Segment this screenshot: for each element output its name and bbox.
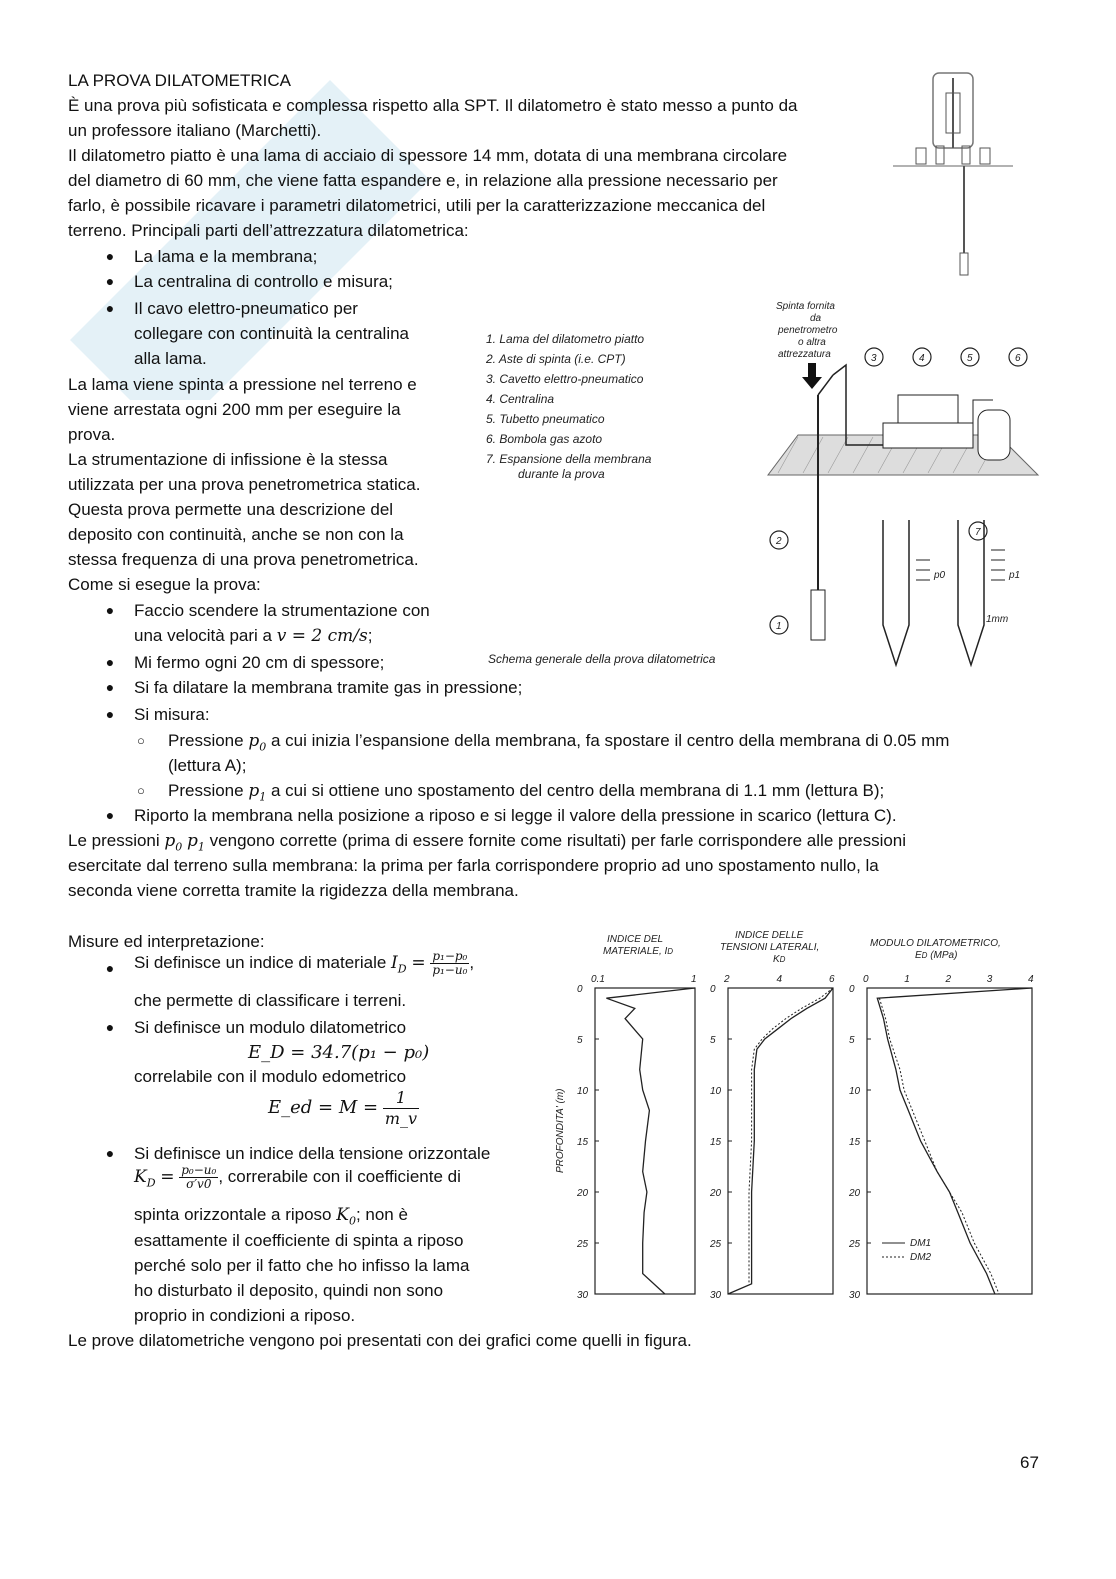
- bullet-dot: ●: [105, 602, 115, 618]
- interp-3-line-4: esattamente il coefficiente di spinta a riposo: [134, 1231, 464, 1250]
- interp-3: Si definisce un indice della tensione orizzontale: [134, 1144, 491, 1163]
- chart-2-ytick: 5: [710, 1035, 716, 1046]
- para3-line-3: seconda viene corretta tramite la rigidezza della membrana.: [68, 881, 519, 900]
- num-7: 7: [975, 527, 981, 538]
- intro-line-3: Il dilatometro piatto è una lama di acciaio di spessore 14 mm, dotata di una membrana circolare: [68, 146, 788, 165]
- step-4: Si misura:: [134, 705, 210, 724]
- page-number: 67: [1020, 1453, 1039, 1472]
- measure-2-var: $p_1$: [248, 781, 267, 804]
- chart3-title-1: MODULO DILATOMETRICO,: [870, 938, 1001, 949]
- bullet-dot: ●: [105, 960, 115, 976]
- intro-line-2: un professore italiano (Marchetti).: [68, 121, 322, 140]
- bullet-dot: ●: [105, 807, 115, 823]
- chart-3-frame: [867, 988, 1032, 1294]
- formula-ed: E_D = 34.7(p₁ − p₀): [248, 1042, 430, 1063]
- formula-eed: E_ed = M = $\frac{1}{m\_v}$: [268, 1088, 418, 1128]
- bullet-dot: ●: [105, 654, 115, 670]
- mm-label: 1mm: [986, 614, 1009, 625]
- chart-3-series-DM1: [877, 988, 1032, 1294]
- measure-2-text: a cui si ottiene uno spostamento del centro della membrana di 1.1 mm (lettura B);: [270, 781, 885, 800]
- measure-1-cont: (lettura A);: [168, 756, 247, 775]
- intro-line-5: farlo, è possibile ricavare i parametri dilatometrici, utili per la caratterizzazione meccanica del: [68, 196, 766, 215]
- para2-line-6: Questa prova permette una descrizione del: [68, 500, 394, 519]
- para2-line-2: viene arrestata ogni 200 mm per eseguire la: [68, 400, 401, 419]
- chart-3-ytick: 20: [849, 1188, 861, 1199]
- profile-charts: [545, 928, 1050, 1308]
- interp-3-line-5: perché solo per il fatto che ho infisso la lama: [134, 1256, 470, 1275]
- measure-1-label: Pressione: [168, 731, 244, 750]
- schema-caption: Schema generale della prova dilatometrica: [488, 652, 716, 666]
- legend-7-cont: durante la prova: [518, 467, 605, 481]
- chart-2-xtick: 2: [724, 974, 730, 985]
- interp-3-line-6: ho disturbato il deposito, quindi non sono: [134, 1281, 444, 1300]
- intro-line-1: È una prova più sofisticata e complessa rispetto alla SPT. Il dilatometro è stato messo a punto da: [68, 96, 798, 115]
- spinta-2: da: [810, 313, 822, 324]
- dilatometer-sketch: [888, 68, 1018, 288]
- legend-2: 2. Aste di spinta (i.e. CPT): [486, 352, 626, 366]
- chart2-title-3: KD: [773, 954, 786, 965]
- bullet-dot: ●: [105, 273, 115, 289]
- legend-DM2: DM2: [910, 1252, 932, 1263]
- para3-line-2: esercitate dal terreno sulla membrana: la prima per farla corrispondere proprio ad uno spostamento nullo, la: [68, 856, 879, 875]
- interp-2-cont: correlabile con il modulo edometrico: [134, 1067, 407, 1086]
- bullet-dot: ●: [105, 1145, 115, 1161]
- chart-3-xtick: 2: [945, 974, 952, 985]
- chart-3-xtick: 1: [904, 974, 910, 985]
- chart-3-ytick: 15: [849, 1137, 861, 1148]
- spinta-5: attrezzatura: [778, 349, 831, 360]
- para3-text-b: vengono corrette (prima di essere fornite come risultati) per farle corrispondere alle pressioni: [209, 831, 907, 850]
- num-2: 2: [776, 536, 782, 547]
- chart-3-ytick: 30: [849, 1290, 861, 1301]
- chart-2-ytick: 10: [710, 1086, 722, 1097]
- chart-1-xtick: 0.1: [591, 974, 605, 985]
- chart-3-ytick: 5: [849, 1035, 855, 1046]
- chart3-title-2: ED (MPa): [915, 950, 958, 961]
- interp-1-text: Si definisce un indice di materiale: [134, 953, 387, 972]
- part-3-end: alla lama.: [134, 349, 207, 368]
- interp-1-cont: che permette di classificare i terreni.: [134, 991, 407, 1010]
- part-2: La centralina di controllo e misura;: [134, 272, 393, 291]
- legend-DM1: DM1: [910, 1238, 932, 1249]
- chart-3-ytick: 25: [849, 1239, 861, 1250]
- chart-1-ytick: 10: [577, 1086, 589, 1097]
- step-1-cont: [134, 623, 372, 649]
- interp-2: Si definisce un modulo dilatometrico: [134, 1018, 407, 1037]
- step-1: Faccio scendere la strumentazione con: [134, 601, 430, 620]
- chart-3-ytick: 0: [849, 984, 855, 995]
- chart-1-series-DM1: [606, 988, 695, 1294]
- chart-3-ytick: 10: [849, 1086, 861, 1097]
- part-1: La lama e la membrana;: [134, 247, 318, 266]
- para2-line-8: stessa frequenza di una prova penetrometrica.: [68, 550, 419, 569]
- chart-2-ytick: 0: [710, 984, 716, 995]
- step-1-text: una velocità pari a: [134, 626, 272, 645]
- legend-1: 1. Lama del dilatometro piatto: [486, 332, 645, 346]
- chart-1-ytick: 30: [577, 1290, 589, 1301]
- para3-p0: $p_0$: [164, 831, 183, 854]
- chart-2-series-DM2: [749, 988, 833, 1284]
- chart2-title-1: INDICE DELLE: [735, 930, 804, 941]
- chart-1-ytick: 5: [577, 1035, 583, 1046]
- chart-3-xtick: 4: [1028, 974, 1034, 985]
- step-2: Mi fermo ogni 20 cm di spessore;: [134, 653, 385, 672]
- step-5: Riporto la membrana nella posizione a riposo e si legge il valore della pressione in scarico (lettura C).: [134, 806, 897, 825]
- step-1-end: ;: [367, 626, 373, 645]
- para2-line-5: utilizzata per una prova penetrometrica statica.: [68, 475, 421, 494]
- step-1-velocity: v = 2 cm/s: [276, 626, 368, 646]
- num-1: 1: [776, 621, 782, 632]
- page-title: LA PROVA DILATOMETRICA: [68, 71, 291, 90]
- measure-1-text: a cui inizia l’espansione della membrana, fa spostare il centro della membrana di 0.05 mm: [270, 731, 950, 750]
- measure-1: [168, 728, 949, 759]
- chart-3-xtick: 0: [863, 974, 869, 985]
- bullet-dot: ●: [105, 300, 115, 316]
- legend-7: 7. Espansione della membrana: [486, 452, 652, 466]
- chart-2-ytick: 30: [710, 1290, 722, 1301]
- chart-1-xtick: 1: [691, 974, 697, 985]
- chart-1-ytick: 15: [577, 1137, 589, 1148]
- intro-line-4: del diametro di 60 mm, che viene fatta espandere e, in relazione alla pressione necessario per: [68, 171, 778, 190]
- para2-line-7: deposito con continuità, anche se non con la: [68, 525, 404, 544]
- chart1-title-1: INDICE DEL: [607, 934, 664, 945]
- chart-2-series-DM1: [728, 988, 833, 1294]
- legend-4: 4. Centralina: [486, 392, 555, 406]
- chart-2-frame: [728, 988, 833, 1294]
- interp-1: Si definisce un indice di materiale $I_D$ = $\frac{\text{p₁−p₀}}{\text{p₁−u₀}}$ ,: [134, 949, 475, 978]
- measure-2-label: Pressione: [168, 781, 244, 800]
- spinta-4: o altra: [798, 337, 826, 348]
- num-4: 4: [919, 353, 925, 364]
- measure-1-var: $p_0$: [248, 731, 267, 754]
- para3-text-a: Le pressioni: [68, 831, 160, 850]
- p1-label: p1: [1009, 570, 1021, 581]
- chart-1-ytick: 25: [577, 1239, 589, 1250]
- num-5: 5: [967, 353, 973, 364]
- step-3: Si fa dilatare la membrana tramite gas in pressione;: [134, 678, 523, 697]
- para3-p1: $p_1$: [187, 831, 205, 854]
- num-6: 6: [1015, 353, 1021, 364]
- y-axis-label: PROFONDITA' (m): [555, 1088, 566, 1173]
- part-3-cont: collegare con continuità la centralina: [134, 324, 410, 343]
- legend-3: 3. Cavetto elettro-pneumatico: [486, 372, 644, 386]
- chart1-title-2: MATERIALE, ID: [603, 946, 674, 957]
- legend-6: 6. Bombola gas azoto: [486, 432, 603, 446]
- chart-1-ytick: 20: [577, 1188, 589, 1199]
- interp-3-line-7: proprio in condizioni a riposo.: [134, 1306, 356, 1325]
- intro-line-6: terreno. Principali parti dell’attrezzatura dilatometrica:: [68, 221, 469, 240]
- chart-3-xtick: 3: [986, 974, 993, 985]
- chart-2-ytick: 15: [710, 1137, 722, 1148]
- part-3: Il cavo elettro-pneumatico per: [134, 299, 358, 318]
- spinta-1: Spinta fornita: [776, 301, 835, 312]
- chart-1-ytick: 0: [577, 984, 583, 995]
- interp-3-var: $K_D$: [134, 1167, 156, 1190]
- bullet-dot: ●: [105, 248, 115, 264]
- sub-bullet-circle: ○: [137, 733, 145, 748]
- num-3: 3: [871, 353, 877, 364]
- interp-3-formula: $K_D$ = $\frac{\text{p₀−u₀}}{\sigma'v0}$ , correrabile con il coefficiente di: [134, 1163, 461, 1192]
- schema-diagram: [478, 295, 1048, 675]
- chart-3-series-DM2: [879, 998, 999, 1294]
- closing-text: Le prove dilatometriche vengono poi presentati con dei grafici come quelli in figura.: [68, 1331, 692, 1350]
- chart-2-ytick: 25: [710, 1239, 722, 1250]
- interp-3-line-3: spinta orizzontale a riposo $K_0$; non è: [134, 1205, 408, 1228]
- sub-bullet-circle: ○: [137, 783, 145, 798]
- para2-line-1: La lama viene spinta a pressione nel terreno e: [68, 375, 417, 394]
- interp-1-fraction: $\frac{\text{p₁−p₀}}{\text{p₁−u₀}}$: [432, 949, 468, 978]
- chart-2-xtick: 6: [829, 974, 835, 985]
- bullet-dot: ●: [105, 1019, 115, 1035]
- legend-5: 5. Tubetto pneumatico: [486, 412, 605, 426]
- bullet-dot: ●: [105, 679, 115, 695]
- interp-heading: Misure ed interpretazione:: [68, 932, 265, 951]
- spinta-3: penetrometro: [778, 325, 838, 336]
- chart2-title-2: TENSIONI LATERALI,: [720, 942, 820, 953]
- para2-line-3: prova.: [68, 425, 116, 444]
- interp-1-var: $I_D$: [391, 953, 407, 976]
- para2-line-4: La strumentazione di infissione è la stessa: [68, 450, 388, 469]
- chart-2-xtick: 4: [776, 974, 783, 985]
- p0-label: p0: [934, 570, 946, 581]
- chart-2-ytick: 20: [710, 1188, 722, 1199]
- para2-line-9: Come si esegue la prova:: [68, 575, 261, 594]
- bullet-dot: ●: [105, 706, 115, 722]
